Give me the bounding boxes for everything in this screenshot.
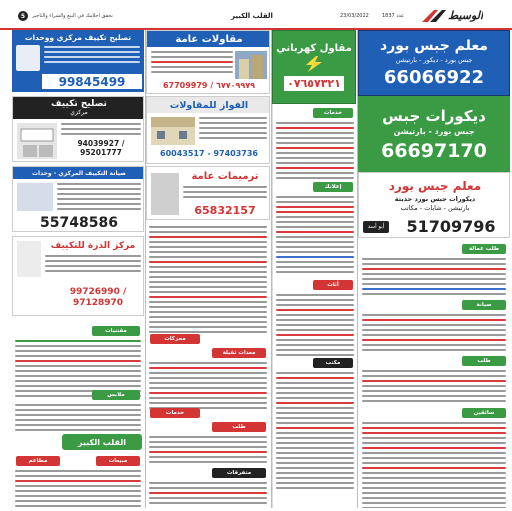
classifieds-block-2 [362, 314, 506, 354]
col1-classifieds [12, 318, 144, 508]
header-slogan: نحقق أحلامك في البيع والشراء والتأجير [32, 13, 113, 19]
alfawaz-title-text: الفواز للمقاولات [169, 99, 249, 111]
tag-food: مطاعم [16, 456, 60, 466]
ad-gypsum-modern-badge [363, 221, 389, 233]
right-classifieds [358, 238, 510, 508]
col3-block-1 [149, 226, 267, 336]
classifieds-block-4 [362, 422, 506, 508]
tag-services-2: خدمات [150, 408, 200, 418]
air-conditioner-icon [17, 123, 57, 159]
classifieds-block-1 [362, 258, 506, 298]
tag-furniture: أثاث [313, 280, 353, 290]
brand-logo [420, 6, 502, 26]
column-divider [357, 30, 358, 508]
tag-workers: طلب عمالة [462, 244, 506, 254]
ad-ac-cleaning-phone [42, 74, 142, 89]
header-bar [0, 0, 512, 30]
ad-contracting-body [151, 51, 233, 76]
ad-general-repairs-phone: 65832157 [194, 204, 256, 217]
ac-repair-title: تصليح تكييف [51, 99, 107, 109]
ad-ac-maintenance-body [57, 183, 141, 213]
ad-ac-center-phones: 99726990 / 97128970 [69, 287, 127, 308]
tag-request: طلب [462, 356, 506, 366]
col4-block-1 [276, 122, 354, 182]
tag-sales: مبيعات [96, 456, 140, 466]
ad-alfawaz-body [199, 117, 267, 142]
tag-drivers: سائقين [462, 408, 506, 418]
tag-cars: محركات [150, 334, 200, 344]
tag-request-2: طلب [212, 422, 266, 432]
ad-ac-repair-header [13, 97, 144, 119]
page-number-badge [18, 11, 28, 21]
ad-alfawaz-phones: 60043517 - 97403736 [160, 149, 258, 158]
column-divider [145, 30, 146, 508]
ac-repair-sub: مركزي [70, 109, 88, 116]
ad-electrician [272, 30, 356, 104]
ad-gypsum-decor [358, 96, 510, 172]
tag-equipment: معدات ثقيلة [212, 348, 266, 358]
ad-ac-maintenance [12, 166, 144, 232]
ac-maintenance-title: صيانة التكييف المركزي - وحدات [32, 169, 126, 177]
ad-ac-center-title: مركز الدرة للتكييف [50, 241, 136, 251]
ad-gypsum-top [358, 30, 510, 96]
ad-ac-center-body [45, 255, 141, 275]
ad-gypsum-decor-phone: 66697170 [381, 139, 487, 162]
ad-general-repairs-body [183, 186, 267, 201]
header-section: القلب الكبير [231, 12, 273, 20]
villa-icon [151, 117, 195, 145]
col3-classifieds [146, 222, 270, 508]
tag-advertise: إعلانك [313, 182, 353, 192]
ad-ac-cleaning [12, 30, 144, 92]
ad-gypsum-modern-sub: ديكورات جبس بورد حديثة [394, 195, 476, 203]
brand-name: الوسيط [448, 9, 484, 22]
ad-contracting-phone: 67709979 / ٦٧٧٠٩٩٧٩ [162, 81, 256, 90]
ad-ac-maintenance-header [13, 167, 144, 179]
ad-general-repairs [146, 166, 270, 220]
ad-gypsum-top-sub: جبس بورد - ديكور - بارتيشن [395, 56, 473, 64]
col3-block-3 [149, 436, 267, 466]
ad-ac-cleaning-photo [16, 45, 40, 71]
col4-block-3 [276, 294, 354, 359]
col4-classifieds [272, 104, 356, 508]
tag-lost: مقتنيات [92, 326, 140, 336]
tag-office: مكتب [313, 358, 353, 368]
classifieds-block-3 [362, 370, 506, 405]
ac-cleaning-phone-text: 99845499 [58, 74, 126, 89]
ad-contracting-title [147, 31, 270, 47]
ad-alfawaz-title [147, 97, 270, 113]
ad-alfawaz-photo [151, 117, 195, 145]
big-heart-label: القلب الكبير [78, 437, 126, 447]
ad-gypsum-decor-title: ديكورات جبس [382, 106, 486, 125]
ad-gypsum-modern-sub2: بارتيشن - شابات - مكاتب [400, 204, 470, 212]
ad-ac-repair-body [61, 123, 141, 138]
header-issue: عدد 1837 [382, 13, 405, 19]
column-divider [271, 30, 272, 508]
tag-misc: متفرقات [212, 468, 266, 478]
ad-ac-cleaning-title: تصليح تكييف مركزي ووحدات [24, 33, 132, 42]
ad-contracting-photo [235, 51, 267, 79]
ad-electrician-title: مقاول كهرباني [276, 43, 352, 54]
ad-ac-repair-photo [17, 123, 57, 159]
tag-maintenance: صيانة [462, 300, 506, 310]
contracting-title-text: مقاولات عامة [175, 33, 243, 45]
col4-block-4 [276, 372, 354, 492]
ad-ac-cleaning-body [44, 46, 140, 66]
col4-block-2 [276, 196, 354, 276]
ad-ac-maintenance-phone: 55748586 [40, 215, 118, 231]
ad-ac-center-photo [17, 241, 41, 277]
ad-general-repairs-title: ترميمات عامة [191, 171, 259, 182]
ad-gypsum-decor-sub: جبس بورد - بارتيشن [393, 126, 475, 136]
col1-block-3 [15, 470, 141, 508]
ad-alfawaz [146, 96, 270, 164]
page-number: 5 [20, 12, 26, 20]
tag-clothes: ملابس [92, 390, 140, 400]
building-icon [235, 51, 267, 79]
bolt-icon [294, 56, 334, 72]
col1-block-2 [15, 404, 141, 434]
col3-block-2 [149, 362, 267, 412]
ad-gypsum-modern [358, 172, 510, 238]
big-heart-section [62, 434, 142, 450]
ad-ac-maintenance-photo [17, 183, 53, 211]
ad-contracting [146, 30, 270, 94]
ad-ac-repair-phones: 94039927 / 95201777 [77, 139, 125, 157]
header-date: 23/03/2022 [340, 13, 369, 19]
ad-gypsum-top-phone: 66066922 [383, 67, 485, 88]
ad-electrician-phone: ٠٧٦٥٧٣٢١ [284, 76, 344, 91]
tag-services: خدمات [313, 108, 353, 118]
ad-ac-center [12, 236, 144, 316]
ad-gypsum-top-title: معلم جبس بورد [380, 38, 488, 54]
ad-general-repairs-photo [151, 173, 179, 215]
badge-label: أبو أسد [367, 224, 385, 230]
ad-gypsum-modern-phone: 51709796 [406, 217, 496, 236]
col3-block-4 [149, 482, 267, 507]
ad-ac-repair [12, 96, 144, 162]
ad-gypsum-modern-title: معلم جبس بورد [388, 179, 482, 193]
